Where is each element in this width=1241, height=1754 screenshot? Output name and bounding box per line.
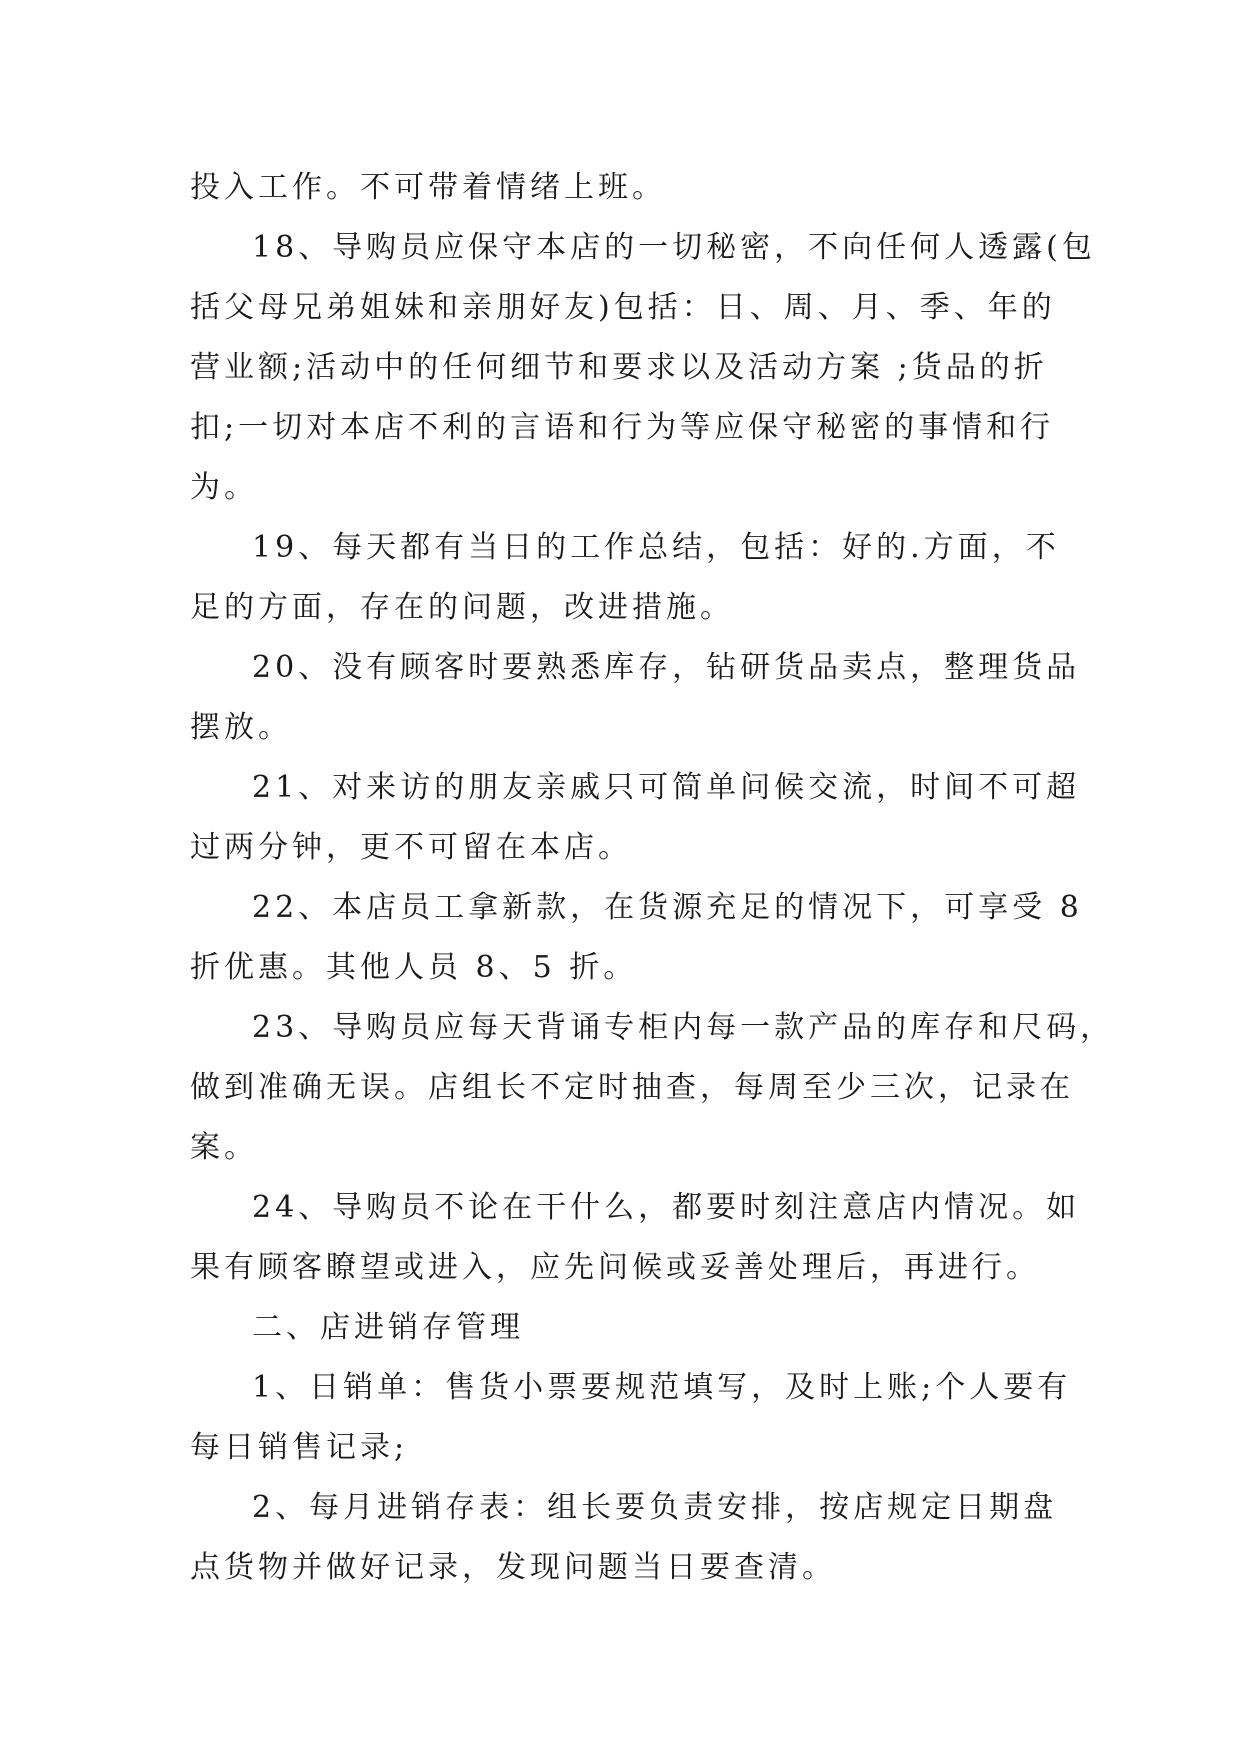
text-line: 投入工作。不可带着情绪上班。	[190, 170, 666, 205]
text-line: 营业额;活动中的任何细节和要求以及活动方案 ;货品的折	[190, 350, 1048, 385]
text-line: 24、导购员不论在干什么，都要时刻注意店内情况。如	[252, 1190, 1081, 1225]
text-line: 20、没有顾客时要熟悉库存，钻研货品卖点，整理货品	[252, 650, 1081, 685]
text-line: 为。	[190, 470, 258, 505]
section-heading: 二、店进销存管理	[252, 1310, 524, 1345]
text-line: 2、每月进销存表：组长要负责安排，按店规定日期盘	[252, 1490, 1058, 1525]
text-line: 案。	[190, 1130, 258, 1165]
text-line: 做到准确无误。店组长不定时抽查，每周至少三次，记录在	[190, 1070, 1074, 1105]
text-line: 1、日销单：售货小票要规范填写，及时上账;个人要有	[252, 1370, 1072, 1405]
text-line: 摆放。	[190, 710, 292, 745]
document-body	[190, 158, 1115, 1598]
text-line: 23、导购员应每天背诵专柜内每一款产品的库存和尺码，	[252, 1010, 1115, 1045]
text-line: 过两分钟，更不可留在本店。	[190, 830, 632, 865]
text-line: 22、本店员工拿新款，在货源充足的情况下，可享受 8	[252, 890, 1083, 925]
text-line: 18、导购员应保守本店的一切秘密，不向任何人透露(包	[252, 230, 1096, 265]
text-line: 每日销售记录;	[190, 1430, 409, 1465]
text-line: 扣;一切对本店不利的言语和行为等应保守秘密的事情和行	[190, 410, 1055, 445]
text-line: 足的方面，存在的问题，改进措施。	[190, 590, 734, 625]
text-line: 21、对来访的朋友亲戚只可简单问候交流，时间不可超	[252, 770, 1081, 805]
text-line: 19、每天都有当日的工作总结，包括：好的.方面，不	[252, 530, 1060, 565]
text-line: 果有顾客瞭望或进入，应先问候或妥善处理后，再进行。	[190, 1250, 1040, 1285]
text-line: 括父母兄弟姐妹和亲朋好友)包括：日、周、月、季、年的	[190, 290, 1056, 325]
text-line: 点货物并做好记录，发现问题当日要查清。	[190, 1550, 836, 1585]
text-line: 折优惠。其他人员 8、5 折。	[190, 950, 638, 985]
